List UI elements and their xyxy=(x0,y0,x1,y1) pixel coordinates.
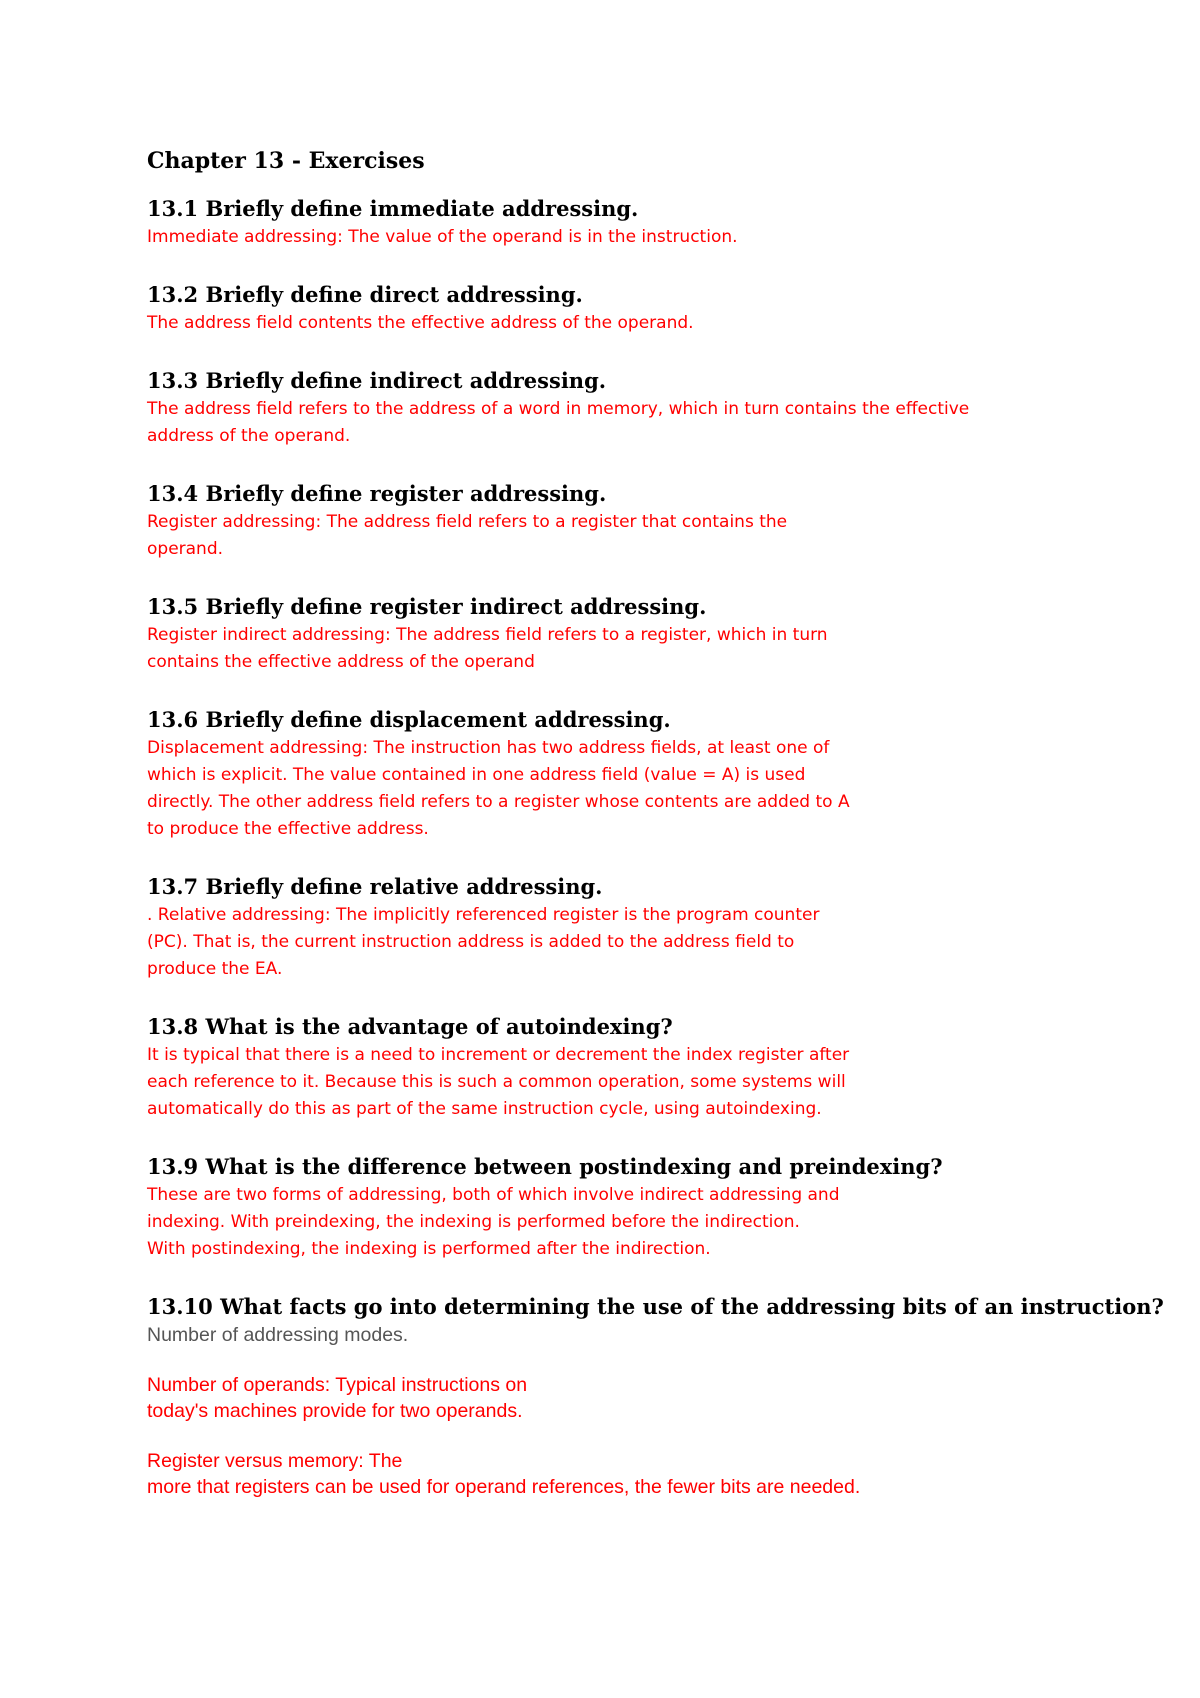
answer-line: These are two forms of addressing, both of which involve indirect addressing and xyxy=(147,1185,840,1205)
exercise-13-2 xyxy=(147,280,1147,337)
answer-line: operand. xyxy=(147,539,224,559)
exercise-13-3 xyxy=(147,366,1147,450)
answer-line: Register indirect addressing: The address field refers to a register, which in turn xyxy=(147,625,828,645)
question-13-5: 13.5 Briefly define register indirect addressing. xyxy=(147,594,707,619)
question-13-8: 13.8 What is the advantage of autoindexing? xyxy=(147,1014,673,1039)
exercise-13-9 xyxy=(147,1152,1147,1263)
question-13-1: 13.1 Briefly define immediate addressing. xyxy=(147,196,639,221)
page-title: Chapter 13 - Exercises xyxy=(147,148,425,174)
answer-line: Number of addressing modes. xyxy=(147,1324,409,1346)
answer-line: indexing. With preindexing, the indexing is performed before the indirection. xyxy=(147,1212,800,1232)
answer-line: each reference to it. Because this is such a common operation, some systems will xyxy=(147,1072,846,1092)
answer-line: Number of operands: Typical instructions on xyxy=(147,1374,528,1396)
answer-line: The address field refers to the address of a word in memory, which in turn contains the effective xyxy=(147,399,970,419)
exercise-13-10 xyxy=(147,1292,1164,1500)
answer-paragraph-addressing-modes xyxy=(147,1322,1147,1348)
answer-line: which is explicit. The value contained in one address field (value = A) is used xyxy=(147,765,806,785)
question-13-2: 13.2 Briefly define direct addressing. xyxy=(147,282,583,307)
answer-line: address of the operand. xyxy=(147,426,351,446)
answer-line: automatically do this as part of the same instruction cycle, using autoindexing. xyxy=(147,1099,822,1119)
question-13-7: 13.7 Briefly define relative addressing. xyxy=(147,874,603,899)
answer-line: . Relative addressing: The implicitly referenced register is the program counter xyxy=(147,905,820,925)
answer-paragraph-operands xyxy=(147,1372,1147,1424)
answer-line: (PC). That is, the current instruction address is added to the address field to xyxy=(147,932,795,952)
exercise-13-5 xyxy=(147,592,1147,676)
answer-line: It is typical that there is a need to increment or decrement the index register after xyxy=(147,1045,850,1065)
answer-line: contains the effective address of the operand xyxy=(147,652,535,672)
exercise-13-4 xyxy=(147,479,1147,563)
answer-line: With postindexing, the indexing is performed after the indirection. xyxy=(147,1239,711,1259)
document-content xyxy=(147,146,1164,1529)
answer-line: directly. The other address field refers to a register whose contents are added to A xyxy=(147,792,850,812)
exercise-13-1 xyxy=(147,194,1147,251)
question-13-4: 13.4 Briefly define register addressing. xyxy=(147,481,607,506)
answer-line: more that registers can be used for operand references, the fewer bits are needed. xyxy=(147,1476,861,1498)
question-13-9: 13.9 What is the difference between postindexing and preindexing? xyxy=(147,1154,943,1179)
question-13-6: 13.6 Briefly define displacement addressing. xyxy=(147,707,671,732)
answer-line: Register addressing: The address field refers to a register that contains the xyxy=(147,512,788,532)
answer-line: Register versus memory: The xyxy=(147,1450,403,1472)
answer-paragraph-register-vs-memory xyxy=(147,1448,1147,1500)
answer-line: The address field contents the effective address of the operand. xyxy=(147,313,694,333)
exercise-13-8 xyxy=(147,1012,1147,1123)
answer-line: to produce the effective address. xyxy=(147,819,429,839)
answer-line: Displacement addressing: The instruction has two address fields, at least one of xyxy=(147,738,830,758)
question-13-3: 13.3 Briefly define indirect addressing. xyxy=(147,368,607,393)
answer-line: today's machines provide for two operands. xyxy=(147,1400,523,1422)
answer-line: produce the EA. xyxy=(147,959,283,979)
question-13-10: 13.10 What facts go into determining the use of the addressing bits of an instruction? xyxy=(147,1294,1164,1319)
answer-line: Immediate addressing: The value of the operand is in the instruction. xyxy=(147,227,738,247)
exercise-13-7 xyxy=(147,872,1147,983)
exercise-13-6 xyxy=(147,705,1147,843)
